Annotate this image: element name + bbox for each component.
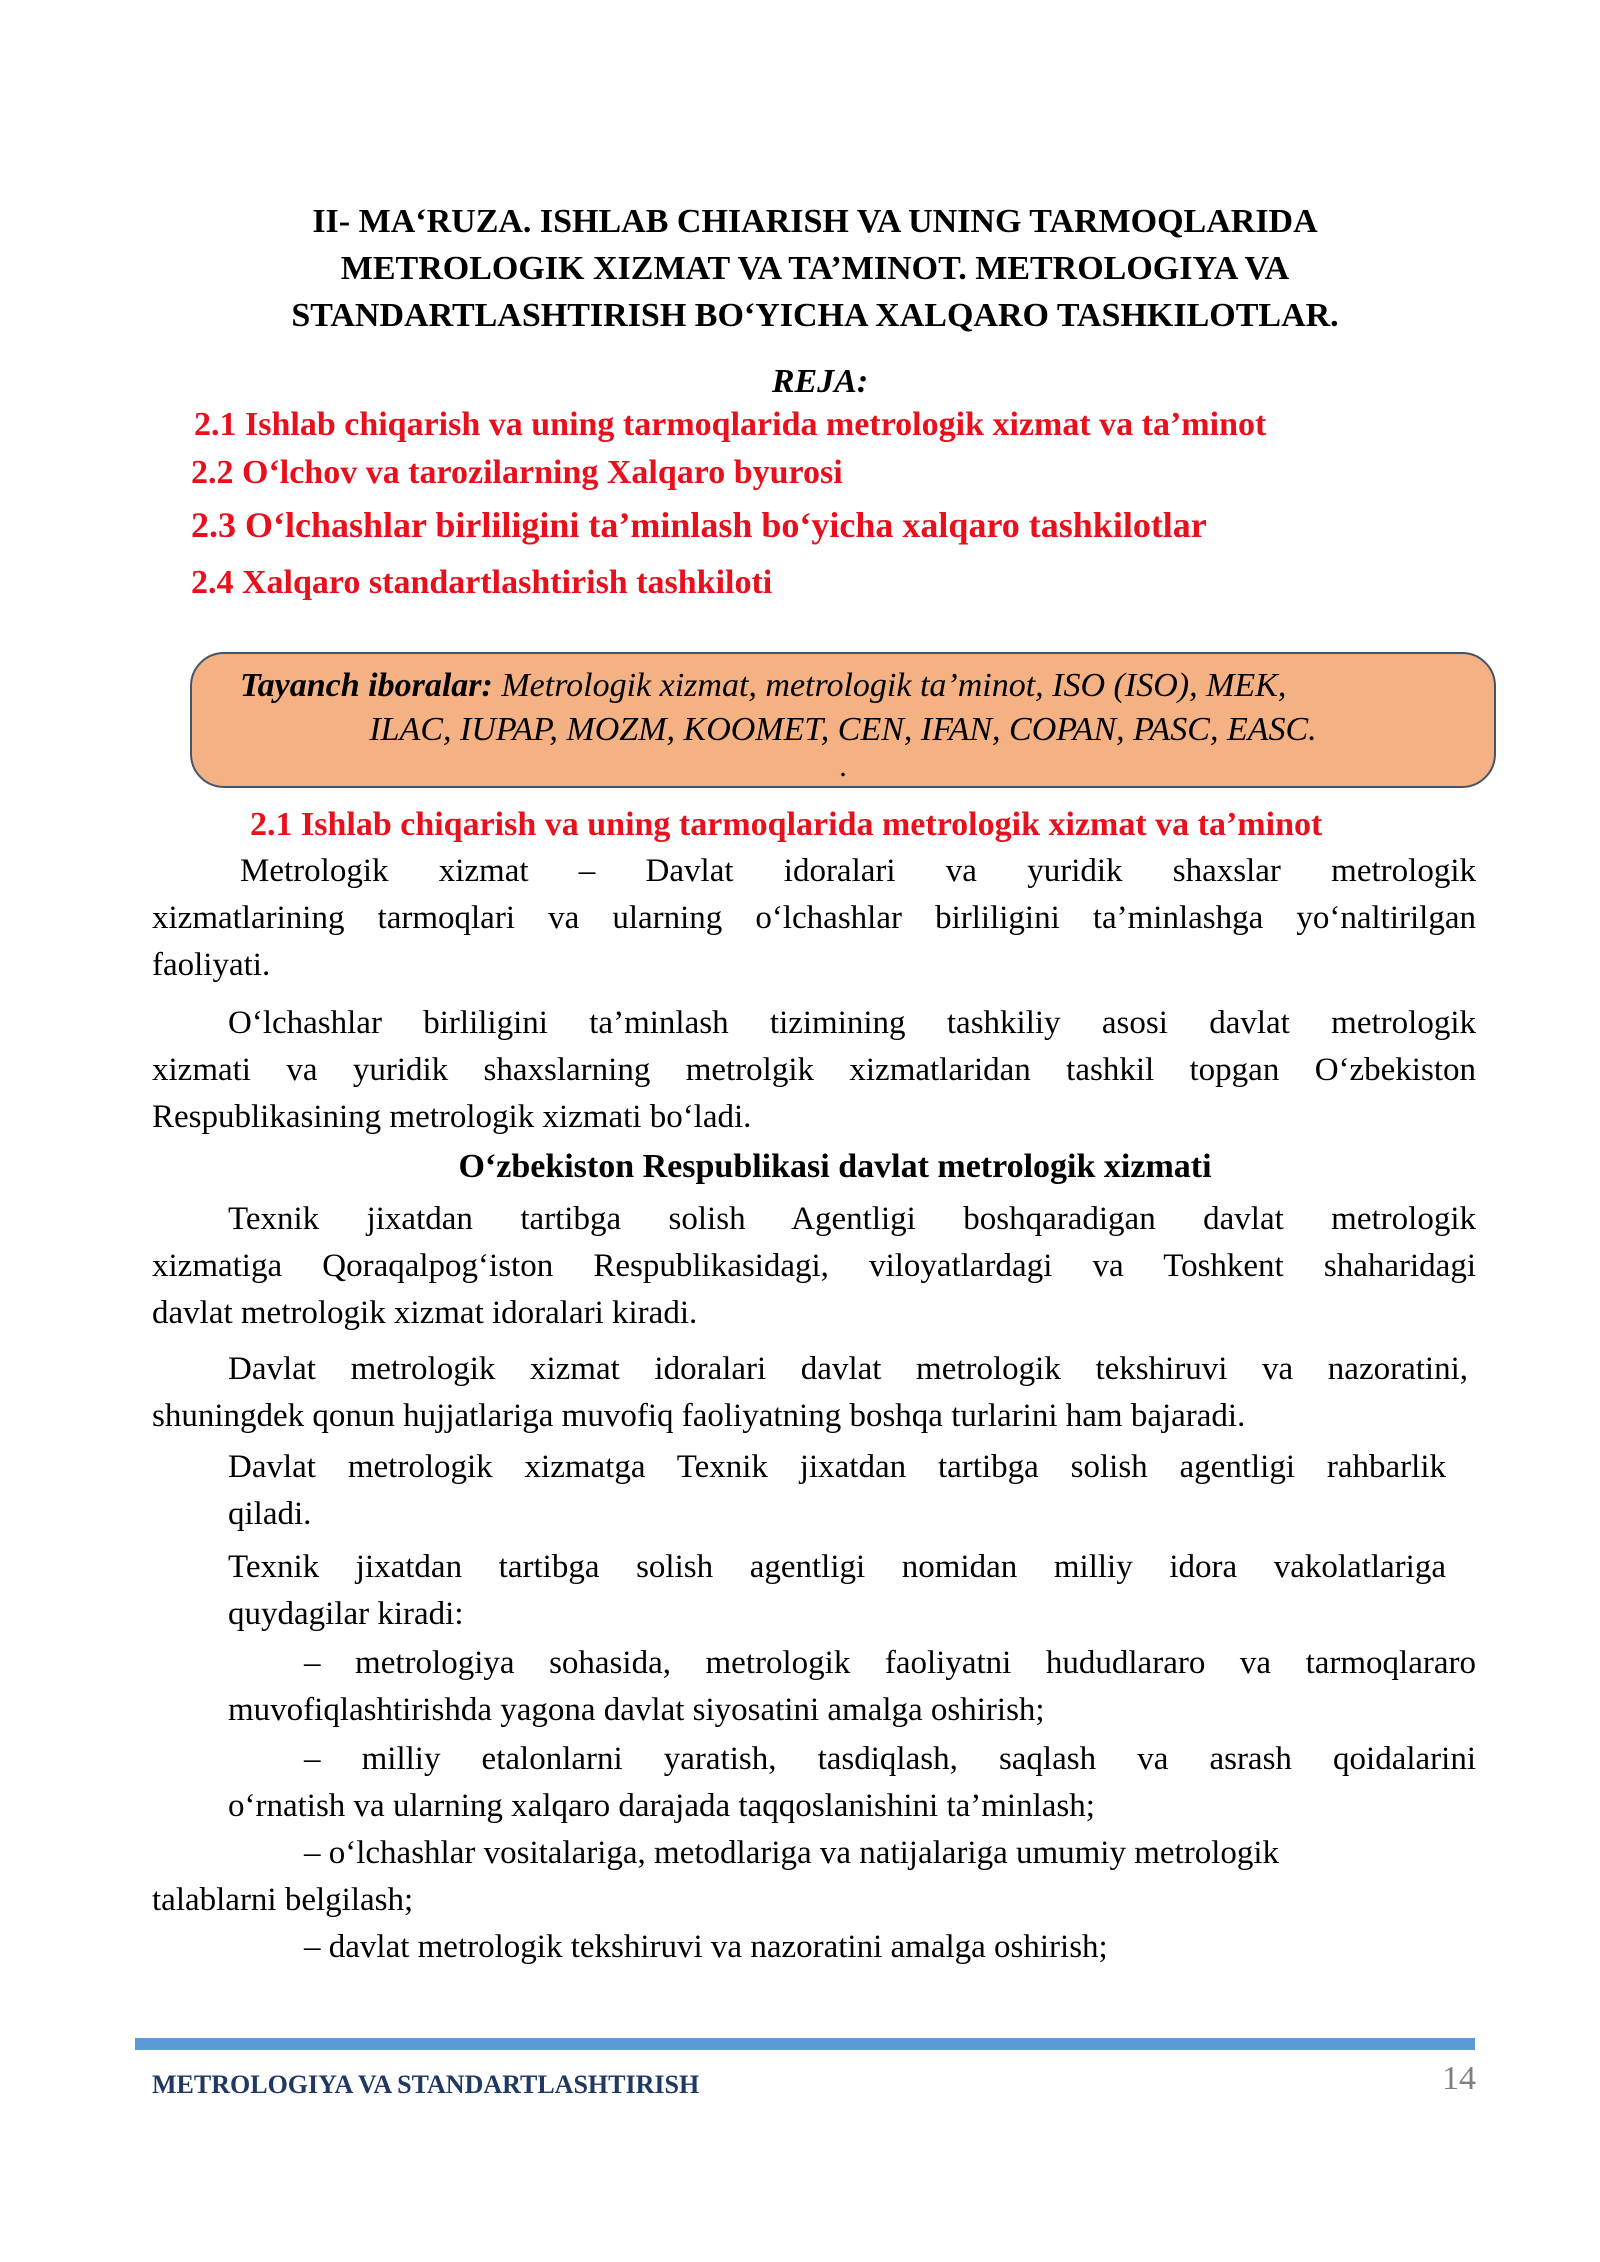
keywords-line-2: ILAC, IUPAP, MOZM, KOOMET, CEN, IFAN, COPAN, PASC, EASC.	[369, 711, 1317, 748]
keywords-label: Tayanch iboralar:	[240, 667, 493, 704]
paragraph-line: quydagilar kiradi:	[228, 1596, 464, 1632]
plan-heading: REJA:	[771, 363, 869, 400]
bullet-line: – o‘lchashlar vositalariga, metodlariga va natijalariga umumiy metrologik	[304, 1835, 1280, 1871]
page-number: 14	[1442, 2060, 1476, 2097]
paragraph-line: qiladi.	[228, 1496, 312, 1532]
bullet-item	[304, 1924, 1476, 1971]
bullet-item	[228, 1640, 1476, 1734]
footer-rule	[135, 2038, 1475, 2050]
paragraph	[228, 1544, 1446, 1638]
paragraph-line: xizmatlarining tarmoqlari va ularning o‘lchashlar birliligini ta’minlashga yo‘naltirilgan	[152, 900, 1476, 936]
bullet-item	[228, 1736, 1476, 1830]
paragraph	[152, 1346, 1468, 1440]
bullet-line: o‘rnatish va ularning xalqaro darajada taqqoslanishini ta’minlash;	[228, 1788, 1095, 1824]
keywords-dot: .	[839, 750, 847, 783]
bullet-line: – davlat metrologik tekshiruvi va nazoratini amalga oshirish;	[304, 1929, 1108, 1965]
paragraph	[152, 1196, 1476, 1337]
title-line: STANDARTLASHTIRISH BO‘YICHA XALQARO TASHKILOTLAR.	[291, 297, 1339, 334]
bullet-item	[152, 1830, 1476, 1924]
paragraph-line: xizmati va yuridik shaxslarning metrolgik xizmatlaridan tashkil topgan O‘zbekiston	[152, 1052, 1476, 1088]
paragraph	[152, 848, 1476, 989]
plan-item: 2.4 Xalqaro standartlashtirish tashkiloti	[191, 564, 773, 601]
paragraph-line: faoliyati.	[152, 947, 271, 983]
paragraph	[228, 1444, 1446, 1538]
bullet-line: talablarni belgilash;	[152, 1882, 414, 1918]
paragraph-line: Texnik jixatdan tartibga solish agentligi nomidan milliy idora vakolatlariga	[228, 1549, 1446, 1585]
paragraph-line: Texnik jixatdan tartibga solish Agentligi boshqaradigan davlat metrologik	[228, 1201, 1476, 1237]
footer-title: METROLOGIYA VA STANDARTLASHTIRISH	[152, 2070, 700, 2099]
section-heading: 2.1 Ishlab chiqarish va uning tarmoqlarida metrologik xizmat va ta’minot	[250, 806, 1323, 843]
paragraph-line: davlat metrologik xizmat idoralari kiradi.	[152, 1295, 698, 1331]
keywords-text: Metrologik xizmat, metrologik ta’minot, ISO (ISO), MEK,	[492, 667, 1287, 704]
keywords-line-1	[240, 664, 1286, 708]
paragraph-line: Davlat metrologik xizmatga Texnik jixatdan tartibga solish agentligi rahbarlik	[228, 1449, 1446, 1485]
paragraph-line: xizmatiga Qoraqalpog‘iston Respublikasidagi, viloyatlardagi va Toshkent shaharidagi	[152, 1248, 1476, 1284]
keywords-box	[190, 652, 1496, 788]
paragraph-line: O‘lchashlar birliligini ta’minlash tizimining tashkiliy asosi davlat metrologik	[228, 1005, 1476, 1041]
paragraph-line: Metrologik xizmat – Davlat idoralari va yuridik shaxslar metrologik	[240, 853, 1476, 889]
plan-item: 2.3 O‘lchashlar birliligini ta’minlash bo‘yicha xalqaro tashkilotlar	[191, 505, 1207, 545]
subsection-heading: O‘zbekiston Respublikasi davlat metrologik xizmati	[458, 1148, 1212, 1185]
paragraph-line: Respublikasining metrologik xizmati bo‘ladi.	[152, 1099, 752, 1135]
plan-item: 2.2 O‘lchov va tarozilarning Xalqaro byurosi	[191, 454, 843, 491]
bullet-line: muvofiqlashtirishda yagona davlat siyosatini amalga oshirish;	[228, 1692, 1045, 1728]
paragraph-line: Davlat metrologik xizmat idoralari davlat metrologik tekshiruvi va nazoratini,	[228, 1351, 1468, 1387]
title-line: METROLOGIK XIZMAT VA TA’MINOT. METROLOGIYA VA	[340, 250, 1290, 287]
paragraph	[152, 1000, 1476, 1141]
paragraph-line: shuningdek qonun hujjatlariga muvofiq faoliyatning boshqa turlarini ham bajaradi.	[152, 1398, 1246, 1434]
lecture-title	[150, 198, 1480, 339]
bullet-line: – milliy etalonlarni yaratish, tasdiqlash, saqlash va asrash qoidalarini	[304, 1741, 1476, 1777]
bullet-line: – metrologiya sohasida, metrologik faoliyatni hududlararo va tarmoqlararo	[304, 1645, 1476, 1681]
title-line: II- MA‘RUZA. ISHLAB CHIARISH VA UNING TARMOQLARIDA	[312, 203, 1318, 240]
plan-item: 2.1 Ishlab chiqarish va uning tarmoqlarida metrologik xizmat va ta’minot	[194, 406, 1267, 443]
